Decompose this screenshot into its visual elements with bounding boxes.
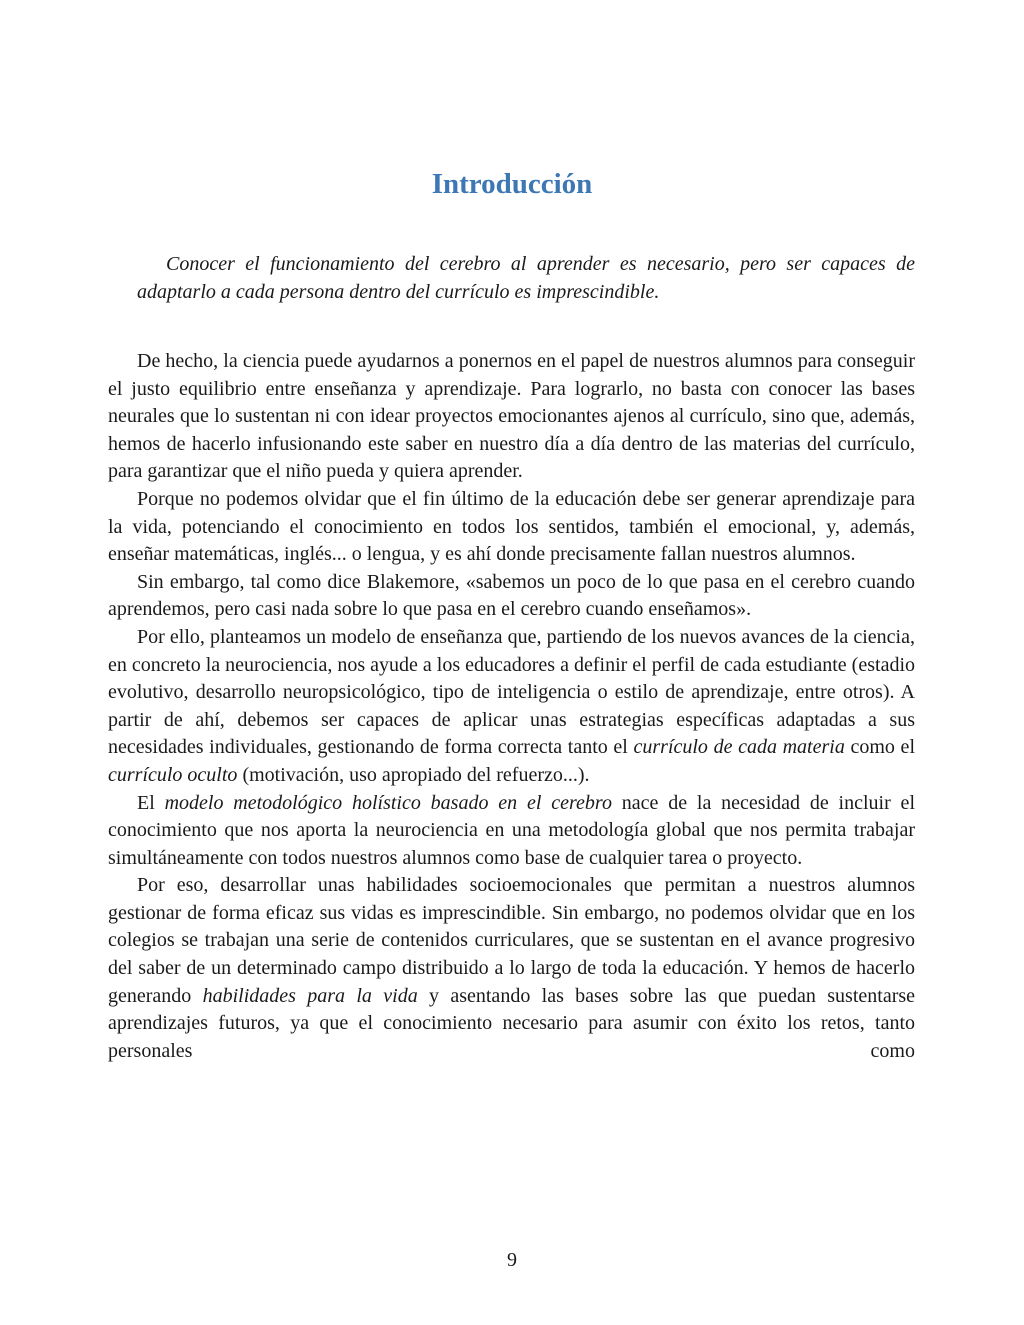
text-run: (motivación, uso apropiado del refuerzo...). xyxy=(237,763,590,786)
text-run: El xyxy=(137,791,165,814)
italic-term: habilidades para la vida xyxy=(202,984,418,1007)
paragraph: Sin embargo, tal como dice Blakemore, «sabemos un poco de lo que pasa en el cerebro cuando aprendemos, pero casi nada sobre lo que pasa en el cerebro cuando enseñamos». xyxy=(108,570,915,621)
page-number: 9 xyxy=(507,1249,517,1271)
paragraph xyxy=(108,872,915,1065)
italic-term: currículo oculto xyxy=(108,763,238,786)
text-run: nace de la necesidad de incluir el conocimiento que nos aporta la neurociencia en una metodología global que nos permita trabajar simultáneamente con todos nuestros alumnos como base de cualquier tarea o proyecto. xyxy=(108,791,915,869)
text-run: Por eso, desarrollar unas habilidades socioemocionales que permitan a nuestros alumnos gestionar de forma eficaz sus vidas es imprescindible. Sin embargo, no podemos olvidar que en los colegios se trabajan una serie de contenidos curriculares, que se sustentan en el avance progresivo del saber de un determinado campo distribuido a lo largo de toda la educación. Y hemos de hacerlo generando xyxy=(108,874,915,1007)
paragraph xyxy=(108,624,915,790)
epigraph-quote: Conocer el funcionamiento del cerebro al aprender es necesario, pero ser capaces de adaptarlo a cada persona dentro del currículo es imprescindible. xyxy=(137,253,915,303)
text-run: como el xyxy=(844,736,915,759)
italic-term: currículo de cada materia xyxy=(633,736,845,759)
text-run: y asentando las bases sobre las que puedan sustentarse aprendizajes futuros, ya que el conocimiento necesario para asumir con éxito los retos, tanto personales como xyxy=(108,984,916,1062)
paragraph: Porque no podemos olvidar que el fin último de la educación debe ser generar aprendizaje para la vida, potenciando el conocimiento en todos los sentidos, también el emocional, y, además, enseñar matemáticas, inglés... o lengua, y es ahí donde precisamente fallan nuestros alumnos. xyxy=(108,487,915,566)
paragraph: De hecho, la ciencia puede ayudarnos a ponernos en el papel de nuestros alumnos para conseguir el justo equilibrio entre enseñanza y aprendizaje. Para lograrlo, no basta con conocer las bases neurales que lo sustentan ni con idear proyectos emocionantes ajenos al currículo, sino que, además, hemos de hacerlo infusionando este saber en nuestro día a día dentro de las materias del currículo, para garantizar que el niño pueda y quiera aprender. xyxy=(108,350,915,483)
italic-term: modelo metodológico holístico basado en el cerebro xyxy=(164,791,612,814)
body-text xyxy=(108,348,915,1065)
text-run: Por ello, planteamos un modelo de enseñanza que, partiendo de los nuevos avances de la ciencia, en concreto la neurociencia, nos ayude a los educadores a definir el perfil de cada estudiante (estadio evolutivo, desarrollo neuropsicológico, tipo de inteligencia o estilo de aprendizaje, entre otros). A partir de ahí, debemos ser capaces de aplicar unas estrategias específicas adaptadas a sus necesidades individuales, gestionando de forma correcta tanto el xyxy=(108,625,915,759)
paragraph xyxy=(108,790,915,873)
chapter-title: Introducción xyxy=(431,168,593,200)
